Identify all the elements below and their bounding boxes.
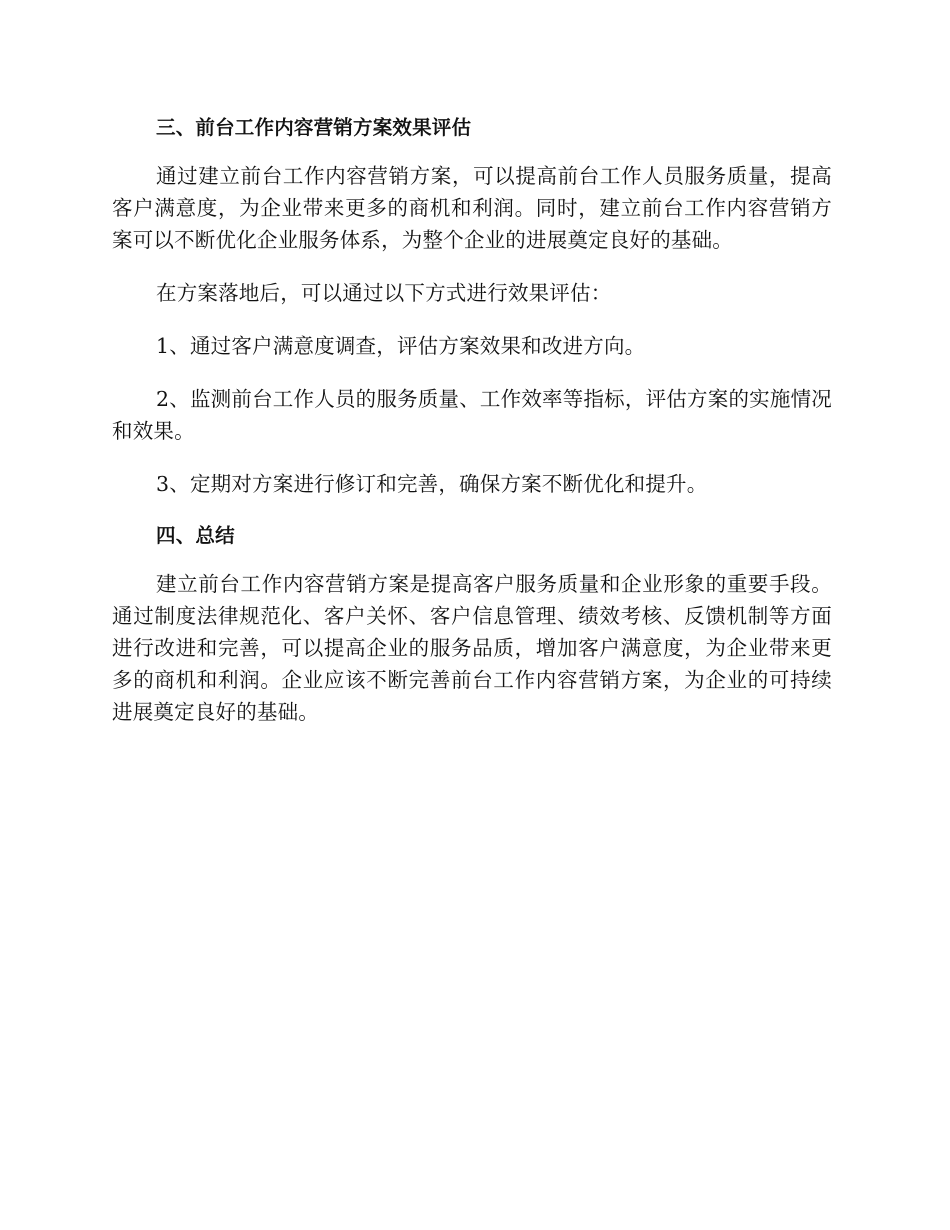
paragraph-evaluation-intro: 通过建立前台工作内容营销方案，可以提高前台工作人员服务质量，提高客户满意度，为企业带来更多的商机和利润。同时，建立前台工作内容营销方案可以不断优化企业服务体系，为整个企业的进展奠定良好的基础。 [112, 164, 832, 252]
list-item-monitoring: 2、监测前台工作人员的服务质量、工作效率等指标，评估方案的实施情况和效果。 [112, 387, 832, 443]
list-item-revision: 3、定期对方案进行修订和完善，确保方案不断优化和提升。 [156, 472, 708, 496]
section-heading-evaluation: 三、前台工作内容营销方案效果评估 [156, 116, 472, 139]
list-item-survey: 1、通过客户满意度调查，评估方案效果和改进方向。 [156, 334, 646, 358]
paragraph-evaluation-methods: 在方案落地后，可以通过以下方式进行效果评估： [156, 281, 612, 305]
paragraph-summary: 建立前台工作内容营销方案是提高客户服务质量和企业形象的重要手段。通过制度法律规范化、客户关怀、客户信息管理、绩效考核、反馈机制等方面进行改进和完善，可以提高企业的服务品质，增加客户满意度，为企业带来更多的商机和利润。企业应该不断完善前台工作内容营销方案，为企业的可持续进展奠定良好的基础。 [112, 572, 832, 724]
section-heading-summary: 四、总结 [156, 524, 235, 547]
document-body [112, 110, 832, 728]
